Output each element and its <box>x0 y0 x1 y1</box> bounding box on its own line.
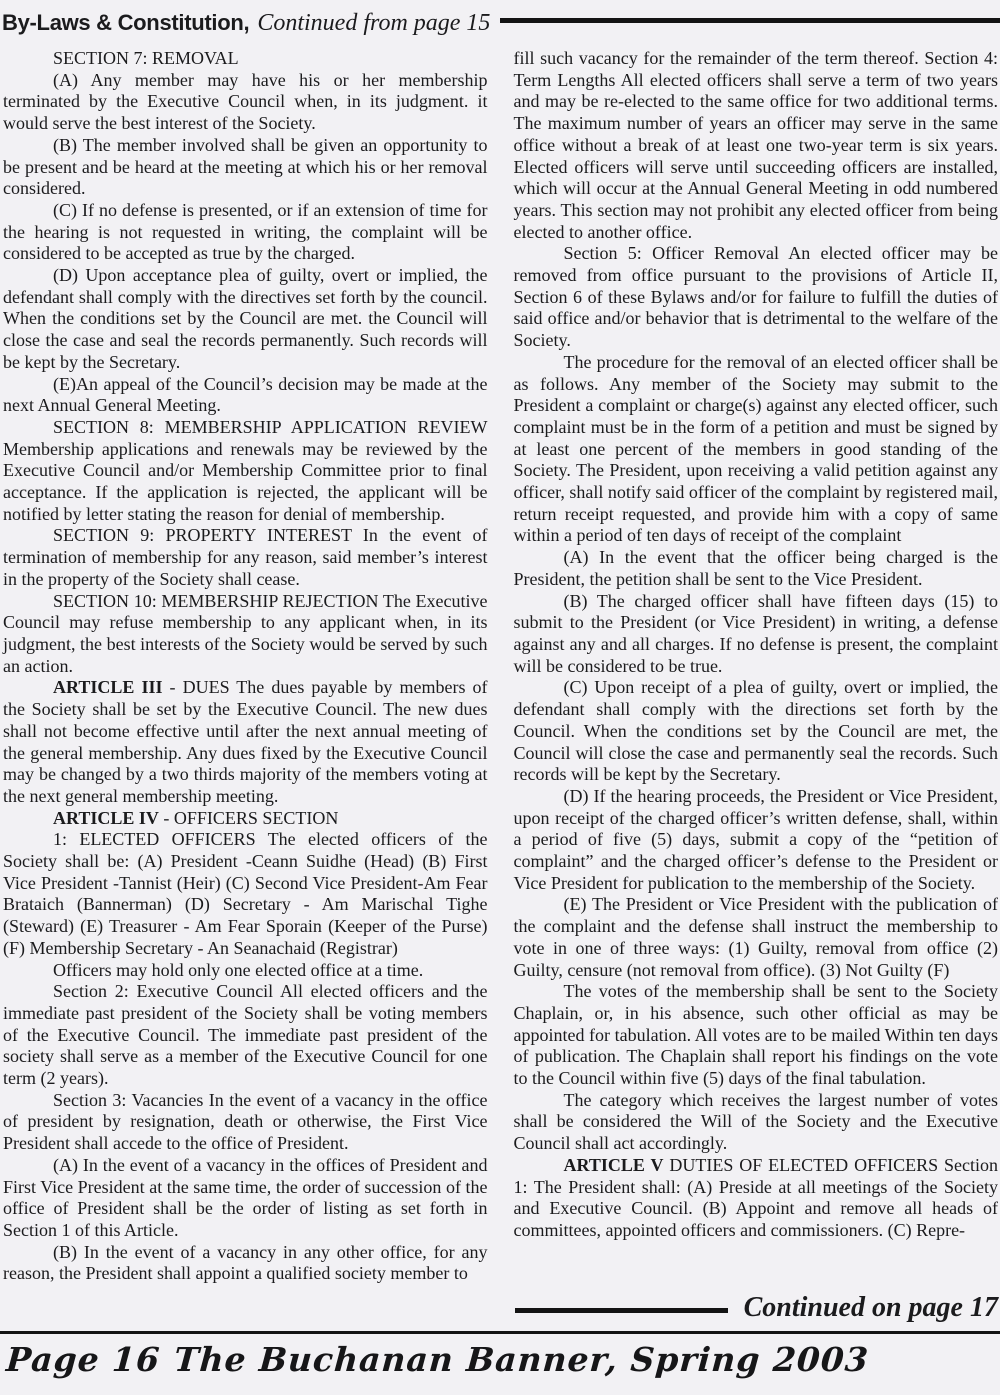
paragraph: Section 3: Vacancies In the event of a vacancy in the office of president by resignation, death or otherwise, the First Vice President shall accede to the office of President. <box>3 1089 488 1154</box>
paragraph: (D) If the hearing proceeds, the President or Vice President, upon receipt of the charged officer’s written defense, shall, within a period of five (5) days, submit a copy of the “petition of complaint” and the charged officer’s defense to the President or Vice President for publication to the membership of the Society. <box>513 785 998 893</box>
paragraph: (A) In the event of a vacancy in the offices of President and First Vice President at the same time, the order of succession of the office of President shall be the order of listing as set forth in Section 1 of this Article. <box>3 1154 488 1240</box>
left-column <box>3 48 488 1288</box>
paragraph: The procedure for the removal of an elected officer shall be as follows. Any member of the Society may submit to the President a complaint or charge(s) against any elected officer, such complaint must be in the form of a petition and must be signed by at least one percent of the members in good standing of the Society. The President, upon receiving a valid petition against any officer, shall notify said officer of the complaint by registered mail, return receipt requested, and provide him with a copy of same within a period of ten days of receipt of the complaint <box>513 351 998 546</box>
paragraph: Section 5: Officer Removal An elected officer may be removed from office pursuant to the provisions of Article II, Section 6 of these Bylaws and/or for failure to fulfill the duties of said office and/or behavior that is detrimental to the welfare of the Society. <box>513 243 998 351</box>
banner-title: The Buchanan Banner, Spring 2003 <box>172 1340 871 1379</box>
footer-rule <box>0 1331 1000 1334</box>
paragraph: (A) In the event that the officer being charged is the President, the petition shall be sent to the Vice President. <box>513 547 998 589</box>
header-rule <box>500 18 1000 23</box>
paragraph: ARTICLE III - DUES The dues payable by members of the Society shall be set by the Executive Council. The new dues shall not become effective until after the next annual meeting of the general membership. Any dues fixed by the Executive Council may be changed by a two thirds majority of the members voting at the next general membership meeting. <box>3 677 488 806</box>
page-footer <box>5 1340 870 1379</box>
right-column <box>514 48 999 1288</box>
paragraph: ARTICLE V DUTIES OF ELECTED OFFICERS Section 1: The President shall: (A) Preside at all meetings of the Society and Executive Council. (B) Appoint and remove all heads of committees, appointed officers and commissioners. (C) Repre- <box>513 1154 998 1240</box>
paragraph: 1: ELECTED OFFICERS The elected officers of the Society shall be: (A) President -Ceann Suidhe (Head) (B) First Vice President -Tannist (Heir) (C) Second Vice President-Am Fear Brataich (Bannerman) (D) Secretary - Am Marischal Tighe (Steward) (E) Treasurer - Am Fear Sporain (Keeper of the Purse) (F) Membership Secretary - An Seanachaid (Registrar) <box>3 829 488 958</box>
paragraph: fill such vacancy for the remainder of the term thereof. Section 4: Term Lengths All elected officers shall serve a term of two years and may be re-elected to the same office for two additional terms. The maximum number of years an officer may serve in the same office without a break of at least one two-year term is six years. Elected officers will serve until succeeding officers are installed, which will occur at the Annual General Meeting in odd numbered years. This section may not prohibit any elected officer from being elected to another office. <box>513 48 998 242</box>
paragraph: SECTION 7: REMOVAL <box>53 48 239 68</box>
paragraph: (B) The charged officer shall have fifteen days (15) to submit to the President (or Vice President) in writing, a defense against any and all charges. If no defense is present, the complaint will be considered to be true. <box>513 590 998 676</box>
paragraph: Section 2: Executive Council All elected officers and the immediate past president of the Society shall be voting members of the Executive Council. The immediate past president of the society shall serve as a member of the Executive Council for one term (2 years). <box>3 981 488 1089</box>
page-header <box>0 0 1000 41</box>
paragraph: The votes of the membership shall be sent to the Society Chaplain, or, in his absence, such other official as may be appointed for tabulation. All votes are to be mailed Within ten days of publication. The Chaplain shall report his findings on the vote to the Council within five (5) days of the final tabulation. <box>513 981 998 1089</box>
paragraph: The category which receives the largest number of votes shall be considered the Will of the Society and the Executive Council shall act accordingly. <box>513 1089 998 1154</box>
continued-on-label: Continued on page 17 <box>743 1292 998 1323</box>
paragraph-bold-lead: ARTICLE V <box>563 1154 664 1175</box>
paragraph: Officers may hold only one elected office at a time. <box>53 959 424 980</box>
page-number-label: Page 16 <box>5 1340 162 1379</box>
paragraph: SECTION 10: MEMBERSHIP REJECTION The Executive Council may refuse membership to any applicant when, in its judgment, the best interests of the Society would be served by such an action. <box>3 590 488 676</box>
paragraph: (D) Upon acceptance plea of guilty, overt or implied, the defendant shall comply with the directives set forth by the council. When the conditions set by the Council are met. the Council will close the case and seal the records permanently. Such records will be kept by the Secretary. <box>3 265 488 372</box>
article-body <box>0 41 1000 1288</box>
article-title: By-Laws & Constitution, <box>2 10 250 35</box>
paragraph-bold-lead: ARTICLE III <box>53 677 163 698</box>
paragraph: (B) The member involved shall be given an opportunity to be present and be heard at the meeting at which his or her removal considered. <box>3 134 488 199</box>
continued-from-label: Continued from page 15 <box>257 9 491 36</box>
paragraph-bold-lead: ARTICLE IV <box>53 807 159 828</box>
paragraph: (C) Upon receipt of a plea of guilty, overt or implied, the defendant shall comply with the directions set forth by the Council. When the conditions set by the Council are met, the Council will close the case and permanently seal the records. Such records will be kept by the Secretary. <box>513 677 998 785</box>
continued-on-rule <box>515 1308 728 1313</box>
paragraph: (A) Any member may have his or her membership terminated by the Executive Council when, in its judgment. it would serve the best interest of the Society. <box>3 69 488 134</box>
paragraph: ARTICLE IV - OFFICERS SECTION <box>53 807 339 828</box>
paragraph: (B) In the event of a vacancy in any other office, for any reason, the President shall appoint a qualified society member to <box>3 1241 488 1284</box>
paragraph: (E) The President or Vice President with the publication of the complaint and the defense shall instruct the membership to vote in one of three ways: (1) Guilty, removal from office (2) Guilty, censure (not removal from office). (3) Not Guilty (F) <box>513 894 998 980</box>
paragraph: SECTION 8: MEMBERSHIP APPLICATION REVIEW Membership applications and renewals may be reviewed by the Executive Council and/or Membership Committee prior to final acceptance. If the application is rejected, the applicant will be notified by letter stating the reason for denial of membership. <box>3 416 488 524</box>
continued-on-row <box>515 1292 998 1324</box>
paragraph: (C) If no defense is presented, or if an extension of time for the hearing is not requested in writing, the complaint will be considered to be accepted as true by the charged. <box>3 199 488 264</box>
paragraph: SECTION 9: PROPERTY INTEREST In the event of termination of membership for any reason, said member’s interest in the property of the Society shall cease. <box>3 525 488 589</box>
paragraph: (E)An appeal of the Council’s decision may be made at the next Annual General Meeting. <box>3 373 488 416</box>
